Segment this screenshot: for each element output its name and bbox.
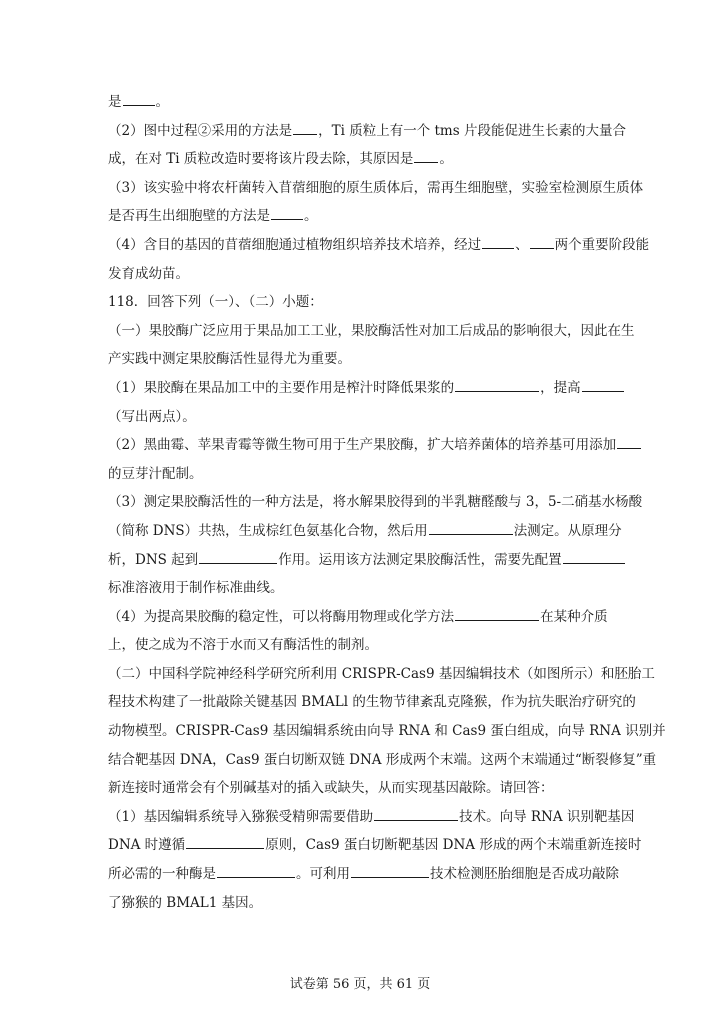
text-line: 的豆芽汁配制。 bbox=[108, 465, 203, 482]
text-line: 析，DNS 起到 作用。运用该方法测定果胶酶活性，需要先配置 bbox=[108, 546, 613, 575]
answer-blank bbox=[123, 90, 155, 106]
answer-blank bbox=[199, 548, 277, 564]
text-line: 是否再生出细胞壁的方法是 。 bbox=[108, 202, 613, 231]
answer-blank bbox=[530, 233, 554, 249]
answer-blank bbox=[351, 862, 429, 878]
text-line: 上，使之成为不溶于水而又有酶活性的制剂。 bbox=[108, 637, 378, 654]
text-line: 是 。 bbox=[108, 88, 613, 117]
answer-blank bbox=[563, 548, 625, 564]
text-line: （写出两点）。 bbox=[108, 408, 196, 425]
text-line: （4）为提高果胶酶的稳定性，可以将酶用物理或化学方法 在某种介质 bbox=[108, 603, 613, 632]
answer-blank bbox=[429, 519, 513, 535]
answer-blank bbox=[271, 204, 303, 220]
text-line: （3）该实验中将农杆菌转入苜蓿细胞的原生质体后，需再生细胞壁，实验室检测原生质体 bbox=[108, 179, 644, 196]
text-line: DNA 时遵循 原则，Cas9 蛋白切断靶基因 DNA 形成的两个末端重新连接时 bbox=[108, 831, 613, 860]
text-line: 结合靶基因 DNA，Cas9 蛋白切断双链 DNA 形成两个末端。这两个末端通过“断裂修复”重 bbox=[108, 751, 657, 768]
answer-blank bbox=[617, 433, 641, 449]
text-line: 标准溶液用于制作标准曲线。 bbox=[108, 580, 284, 597]
text-line: 动物模型。CRISPR-Cas9 基因编辑系统由向导 RNA 和 Cas9 蛋白组成，向导 RNA 识别并 bbox=[108, 723, 666, 740]
answer-blank bbox=[217, 862, 295, 878]
text-line: （4）含目的基因的苜蓿细胞通过植物组织培养技术培养，经过 、 两个重要阶段能 bbox=[108, 231, 613, 260]
answer-blank bbox=[582, 376, 624, 392]
text-line: 产实践中测定果胶酶活性显得尤为重要。 bbox=[108, 351, 351, 368]
answer-blank bbox=[414, 147, 438, 163]
text-line: （2）黑曲霉、苹果青霉等微生物可用于生产果胶酶，扩大培养菌体的培养基可用添加 bbox=[108, 431, 613, 460]
text-line: 成，在对 Ti 质粒改造时要将该片段去除，其原因是 。 bbox=[108, 145, 613, 174]
text-line: （1）果胶酶在果品加工中的主要作用是榨汁时降低果浆的 ，提高 bbox=[108, 374, 613, 403]
text-line: （简称 DNS）共热，生成棕红色氨基化合物，然后用 法测定。从原理分 bbox=[108, 517, 613, 546]
answer-blank bbox=[455, 605, 539, 621]
text-line: 程技术构建了一批敲除关键基因 BMALl 的生物节律紊乱克隆猴，作为抗失眠治疗研究的 bbox=[108, 694, 636, 711]
text-line: 了猕猴的 BMAL1 基因。 bbox=[108, 894, 263, 911]
text-line: （2）图中过程②采用的方法是 ，Ti 质粒上有一个 tms 片段能促进生长素的大量合 bbox=[108, 117, 613, 146]
question-heading: 118．回答下列（一）、（二）小题： bbox=[108, 294, 323, 311]
text-line: 所必需的一种酶是 。可利用 技术检测胚胎细胞是否成功敲除 bbox=[108, 860, 613, 889]
answer-blank bbox=[374, 805, 458, 821]
document-body bbox=[108, 88, 666, 917]
answer-blank bbox=[455, 376, 539, 392]
text-line: （3）测定果胶酶活性的一种方法是，将水解果胶得到的半乳糖醛酸与 3，5-二硝基水杨酸 bbox=[108, 494, 643, 511]
answer-blank bbox=[482, 233, 514, 249]
text-line: （1）基因编辑系统导入猕猴受精卵需要借助 技术。向导 RNA 识别靶基因 bbox=[108, 803, 613, 832]
answer-blank bbox=[186, 833, 264, 849]
text-line: （二）中国科学院神经科学研究所利用 CRISPR-Cas9 基因编辑技术（如图所示）和胚胎工 bbox=[108, 665, 655, 682]
answer-blank bbox=[293, 119, 317, 135]
text-line: 发育成幼苗。 bbox=[108, 265, 189, 282]
text-line: 新连接时通常会有个别碱基对的插入或缺失，从而实现基因敲除。请回答： bbox=[108, 780, 554, 797]
text-line: （一）果胶酶广泛应用于果品加工工业，果胶酶活性对加工后成品的影响很大，因此在生 bbox=[108, 322, 635, 339]
page-footer: 试卷第 56 页，共 61 页 bbox=[289, 977, 431, 992]
